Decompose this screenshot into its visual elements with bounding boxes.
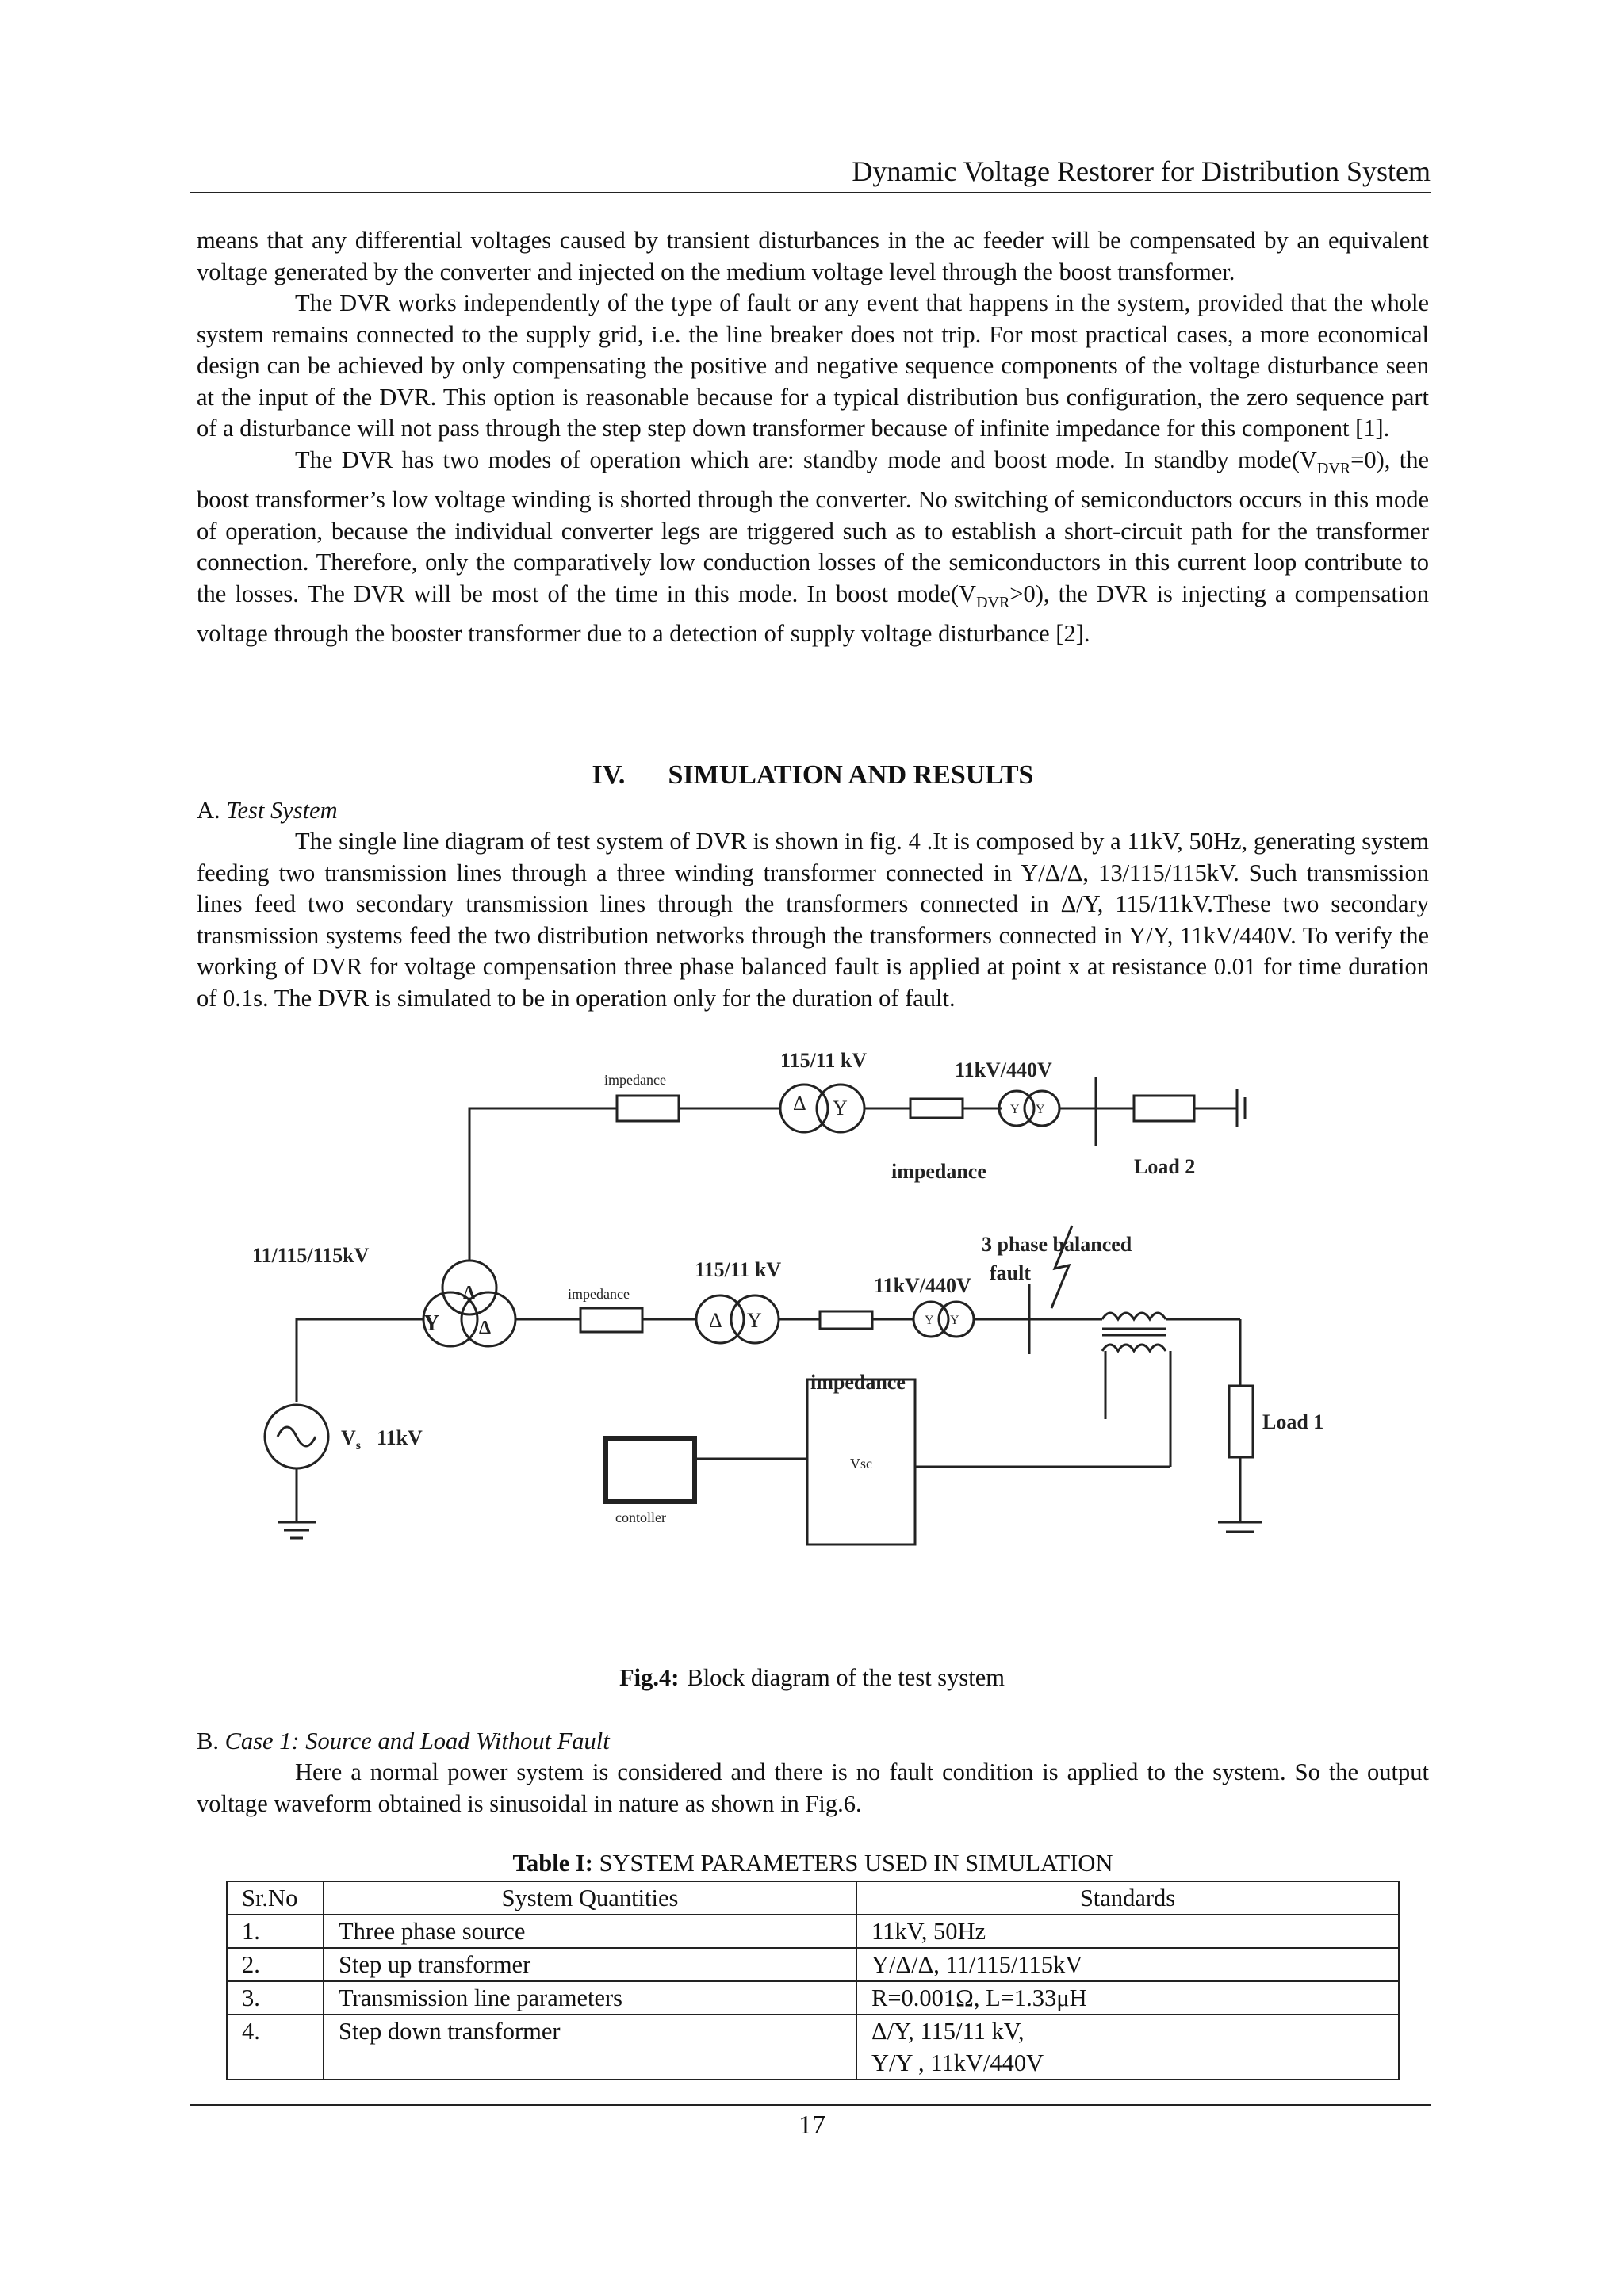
page-number: 17 — [799, 2110, 825, 2140]
svg-text:Δ: Δ — [709, 1309, 722, 1332]
label-dist-mid: 11kV/440V — [874, 1274, 971, 1297]
table-header: System Quantities — [324, 1881, 856, 1915]
table-cell: Δ/Y, 115/11 kV, Y/Y , 11kV/440V — [856, 2015, 1399, 2080]
label-fault: 3 phase balanced — [982, 1233, 1132, 1256]
svg-text:Y: Y — [833, 1096, 848, 1119]
subsection-b-heading: B. Case 1: Source and Load Without Fault — [197, 1728, 610, 1755]
figure-caption: Fig.4: Block diagram of the test system — [619, 1664, 1005, 1691]
table-cell: Step down transformer — [324, 2015, 856, 2080]
table-cell: 4. — [227, 2015, 324, 2080]
table-row — [227, 1981, 1399, 2015]
table-row — [227, 2015, 1399, 2080]
svg-text:impedance: impedance — [810, 1371, 906, 1394]
paragraph: Here a normal power system is considered and there is no fault condition is applied to the system. So the output voltage waveform obtained is sinusoidal in nature as shown in Fig.6. — [197, 1758, 1429, 1817]
svg-text:Δ: Δ — [479, 1318, 492, 1338]
svg-text:Y: Y — [925, 1314, 934, 1327]
table-cell: 1. — [227, 1915, 324, 1948]
parameters-table — [226, 1881, 1400, 2080]
paragraph: The DVR works independently of the type of fault or any event that happens in the system, provided that the whole system remains connected to the supply grid, i.e. the line breaker does not trip. For most practical cases, a more economical design can be achieved by only compensating the positive and negative sequence components of the voltage disturbance seen at the input of the DVR. This option is reasonable because for a typical distribution bus configuration, the zero sequence part of a disturbance will not pass through the step step down transformer because of infinite impedance for this component [1]. — [197, 289, 1429, 442]
svg-text:Y: Y — [950, 1314, 959, 1327]
table-caption: Table I: SYSTEM PARAMETERS USED IN SIMULATION — [512, 1850, 1113, 1877]
subsection-b-text — [197, 1757, 1429, 1820]
footer-rule — [190, 2104, 1431, 2106]
label-three-winding: 11/115/115kV — [252, 1244, 370, 1267]
svg-text:Δ: Δ — [793, 1092, 806, 1115]
svg-text:Y: Y — [423, 1311, 440, 1336]
svg-text:fault: fault — [990, 1261, 1031, 1284]
svg-text:Y: Y — [1036, 1103, 1045, 1116]
label-controller: contoller — [615, 1510, 666, 1525]
label-source: $V_s$ 11kV — [341, 1426, 423, 1452]
header-title: Dynamic Voltage Restorer for Distribution System — [852, 155, 1431, 187]
table-cell: Y/Δ/Δ, 11/115/115kV — [856, 1948, 1399, 1981]
table-cell: Step up transformer — [324, 1948, 856, 1981]
label-impedance-2: impedance — [891, 1160, 986, 1183]
label-impedance: impedance — [604, 1072, 666, 1088]
paragraph: The single line diagram of test system of DVR is shown in fig. 4 .It is composed by a 11kV, 50Hz, generating system feeding two transmission lines through a three winding transformer connected in Y/Δ/Δ, 13/115/115kV. Such transmission lines feed two secondary transmission lines through the transformers connected in Δ/Y, 115/11kV.These two secondary transmission systems feed the two distribution networks through the transformers connected in Y/Y, 11kV/440V. To verify the working of DVR for voltage compensation three phase balanced fault is applied at point x at resistance 0.01 for time duration of 0.1s. The DVR is simulated to be in operation only for the duration of fault. — [197, 828, 1429, 1012]
label-vsc: Vsc — [850, 1456, 872, 1471]
label-load2: Load 2 — [1134, 1155, 1196, 1178]
controller-block — [606, 1438, 695, 1502]
impedance-box-top — [617, 1096, 679, 1121]
paragraph: means that any differential voltages caused by transient disturbances in the ac feeder will be compensated by an equivalent voltage generated by the converter and injected on the medium voltage level through the boost transformer. — [197, 227, 1429, 285]
running-header — [190, 151, 1431, 193]
svg-text:Y: Y — [747, 1309, 762, 1332]
label-dist-top: 11kV/440V — [955, 1058, 1052, 1081]
subsection-a-heading: A. Test System — [197, 797, 338, 824]
section-number: IV. — [592, 760, 626, 790]
label-tr-top: 115/11 kV — [780, 1049, 868, 1072]
label-load1: Load 1 — [1262, 1410, 1324, 1433]
wire — [469, 1108, 617, 1261]
subsection-a-text — [197, 826, 1429, 1014]
table-row — [227, 1948, 1399, 1981]
section-heading — [197, 758, 1429, 793]
label-tr-mid: 115/11 kV — [695, 1258, 782, 1281]
table-row — [227, 1915, 1399, 1948]
table-header: Sr.No — [227, 1881, 324, 1915]
table-header: Standards — [856, 1881, 1399, 1915]
svg-text:Δ: Δ — [463, 1283, 476, 1303]
table-cell: 3. — [227, 1981, 324, 2015]
paragraph: The DVR has two modes of operation which are: standby mode and boost mode. In standby $mode(V_{DVR}=0)$, the boost transformer’s low voltage winding is shorted through the converter. No switching of semiconductors occurs in this mode of operation, because the individual converter legs are triggered such as to establish a short-circuit path for the transformer connection. Therefore, only the comparatively low conduction losses of the semiconductors in this current loop contribute to the losses. The DVR will be most of the time in this mode. In boost $mode(V_{DVR}>0)$, the DVR is injecting a compensation voltage through the booster transformer due to a detection of supply voltage disturbance [2]. — [197, 446, 1429, 648]
block-diagram — [238, 1047, 1324, 1649]
table-header-row — [227, 1881, 1399, 1915]
section-title: SIMULATION AND RESULTS — [668, 760, 1034, 790]
intro-text — [197, 225, 1429, 650]
table-cell: 2. — [227, 1948, 324, 1981]
table-cell: Three phase source — [324, 1915, 856, 1948]
table-cell: R=0.001Ω, L=1.33μH — [856, 1981, 1399, 2015]
svg-text:impedance: impedance — [568, 1286, 630, 1302]
svg-text:Y: Y — [1010, 1103, 1020, 1116]
table-cell: 11kV, 50Hz — [856, 1915, 1399, 1948]
table-cell: Transmission line parameters — [324, 1981, 856, 2015]
